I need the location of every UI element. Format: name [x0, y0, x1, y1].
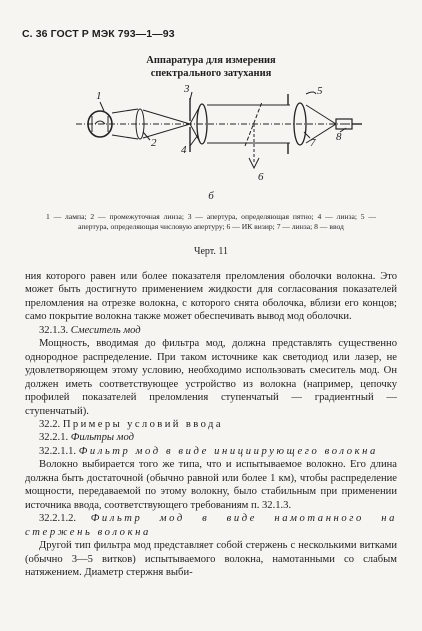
paragraph: Волокно выбирается того же типа, что и испытываемое волокно. Его длина должна быть достаточной (обычно равной или более 1 км), чтобы распределение мощности, передаваемой по этому волокну, было стабильным при применении источника ввода, соответствующего требованиям п. 32.1.3. [25, 459, 397, 511]
paragraph: ния которого равен или более показателя преломления оболочки волокна. Это может быть достигнуто применением жидкости для согласования показателей преломления на отрезке волокна, с которого снята оболочка, вблизи его концов; само покрытие волокна также может обеспечивать вывод мод оболочки. [25, 271, 397, 323]
label-6: 6 [258, 171, 264, 183]
paragraph: Мощность, вводимая до фильтра мод, должна представлять существенно однородное распределение. При таком источнике как светодиод или лазер, не удовлетворяющем этому условию, необходимо использовать смеситель мод. Он должен иметь соответствующее устройство из волокна (например, цепочку профилей показателей преломления ступенчатый — градиентный — ступенчатый). [25, 338, 397, 417]
label-7: 7 [310, 137, 316, 149]
paragraph: Другой тип фильтра мод представляет собой стержень с несколькими витками (обычно 3—5 витков) испытываемого волокна, намотанными со слабым натяжением. Диаметр стержня выби- [25, 540, 397, 578]
label-5: 5 [317, 85, 323, 97]
section-heading-32-2-1-1 [25, 445, 397, 458]
label-2: 2 [151, 137, 157, 149]
optical-setup-diagram [0, 80, 422, 190]
section-title: Фильтр мод в виде намотанного на стержень волокна [25, 513, 397, 538]
section-title: Фильтр мод в виде инициирующего волокна [78, 445, 378, 457]
figure-sub-label: б [208, 190, 214, 202]
section-number: 32.2. [39, 418, 61, 430]
section-heading-32-1-3 [25, 324, 397, 337]
section-heading-32-2-1 [25, 431, 397, 444]
body-text [25, 270, 397, 579]
section-heading-32-2-1-2 [25, 512, 397, 539]
figure-title-line-2: спектрального затухания [150, 68, 272, 79]
section-number: 32.1.3. [39, 324, 69, 336]
figure-title-line-1: Аппаратура для измерения [146, 55, 276, 66]
page-header: С. 36 ГОСТ Р МЭК 793—1—93 [22, 28, 175, 40]
label-3: 3 [184, 83, 190, 95]
section-title: Примеры условий ввода [62, 418, 223, 430]
section-number: 32.2.1.1. [39, 445, 77, 457]
figure-number: Черт. 11 [193, 246, 229, 257]
label-4: 4 [181, 144, 187, 156]
section-number: 32.2.1. [39, 432, 69, 444]
section-number: 32.2.1.2. [39, 513, 77, 525]
section-heading-32-2 [25, 418, 397, 431]
figure-caption: 1 — лампа; 2 — промежуточная линза; 3 — апертура, определяющая пятно; 4 — линза; 5 — апертура, определяющая числовую апертуру; 6 — ИК визир; 7 — линза; 8 — ввод [46, 212, 376, 231]
section-title: Фильтры мод [70, 432, 134, 444]
section-title: Смеситель мод [70, 324, 141, 336]
label-1: 1 [96, 90, 102, 102]
figure-title [0, 54, 422, 80]
label-8: 8 [336, 131, 342, 143]
fiber-input [336, 119, 362, 129]
